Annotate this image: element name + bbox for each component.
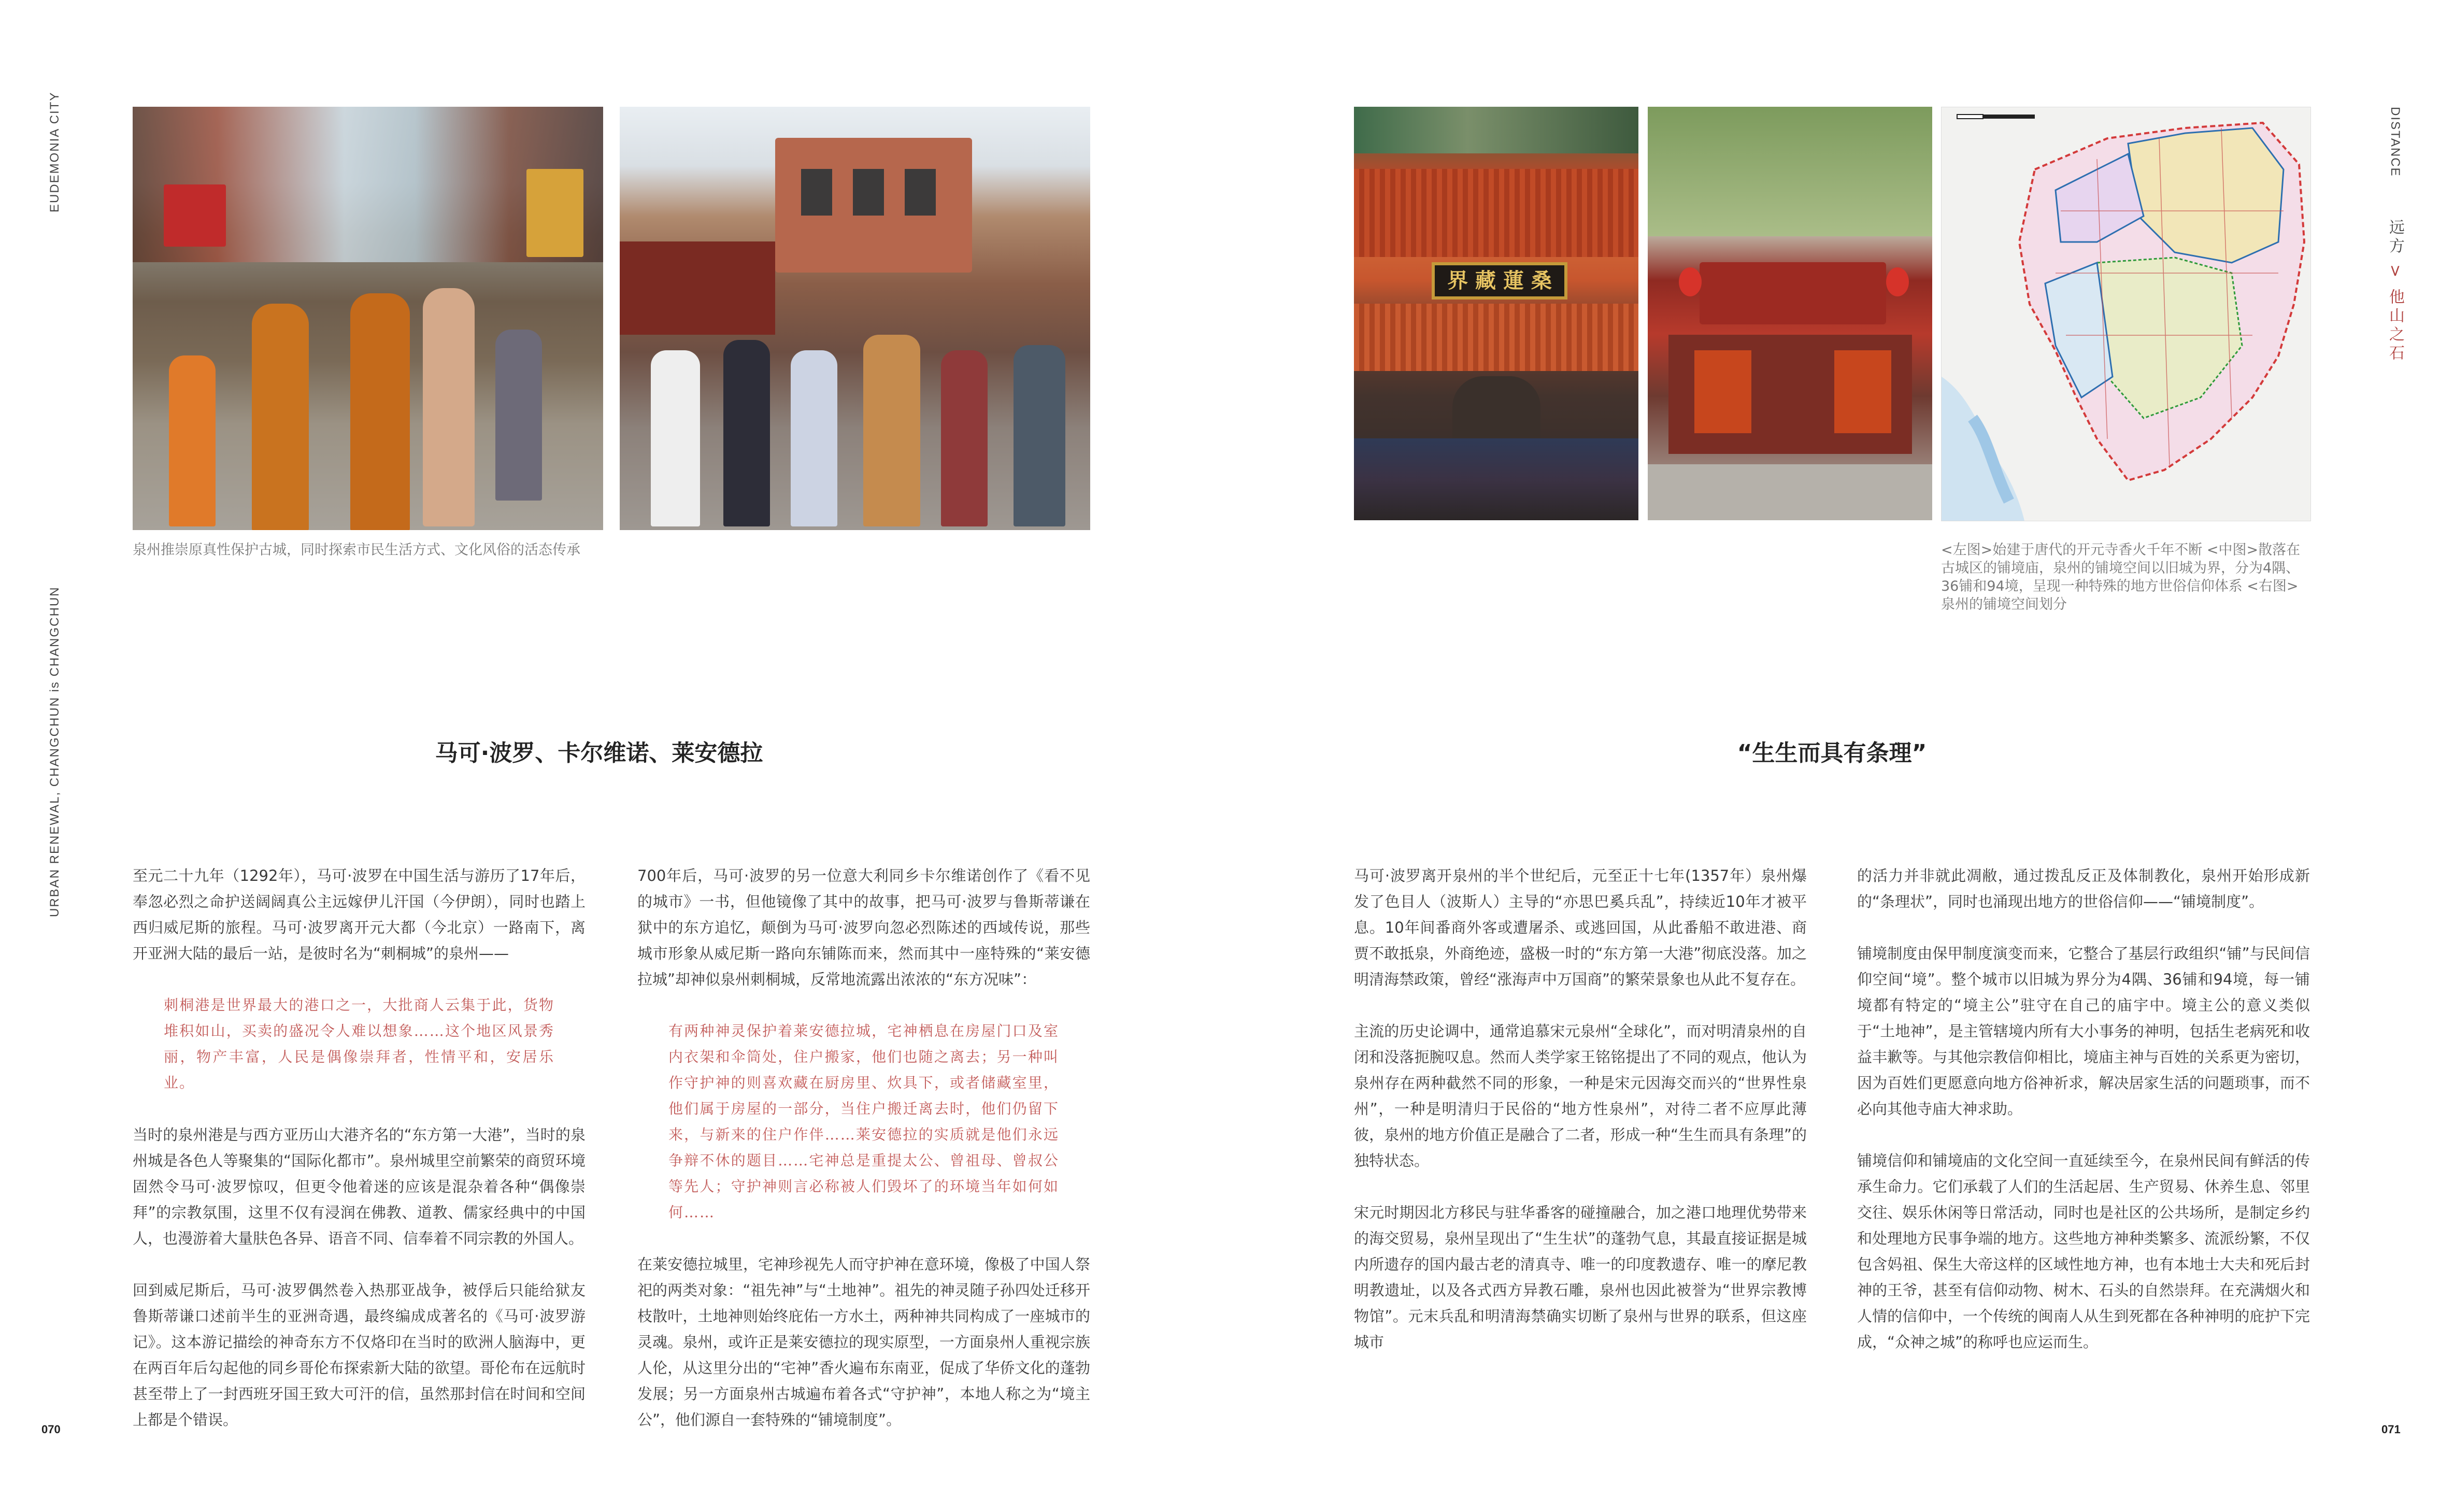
- running-head-sub: 他山之石: [2386, 288, 2404, 363]
- paragraph: 在莱安德拉城里，宅神珍视先人而守护神在意环境，像极了中国人祭祀的两类对象：“祖先神”与“土地神”。祖先的神灵随子孙四处迁移开枝散叶，土地神则始终庇佑一方水土，两种神共同构成了一座城市的灵魂。泉州，或许正是莱安德拉的现实原型，一方面泉州人重视宗族人伦，从这里分出的“宅神”香火遍布东南亚，促成了华侨文化的蓬勃发展；另一方面泉州古城遍布着各式“守护神”，本地人称之为“境主公”，他们源自一套特殊的“铺境制度”。: [637, 1256, 1090, 1429]
- photo-caption-right: <左图>始建于唐代的开元寺香火千年不断 <中图>散落在古城区的铺境庙，泉州的铺境空间以旧城为界，分为4隅、36铺和94境，呈现一种特殊的地方世俗信仰体系 <右图>泉州的铺境空间划分: [1941, 542, 2301, 612]
- map-graphic: [1942, 107, 2310, 521]
- heading-shengsheng: “生生而具有条理”: [1737, 740, 1927, 766]
- running-head-en: DISTANCE: [2388, 107, 2402, 177]
- running-head-distance: [2384, 107, 2406, 363]
- running-head-separator: >: [2386, 264, 2404, 281]
- text-column-2: [637, 863, 1090, 1459]
- paragraph: 宋元时期因北方移民与驻华番客的碰撞融合，加之港口地理优势带来的海交贸易，泉州呈现出了“生生状”的蓬勃气息，其最直接证据是城内所遗存的国内最古老的清真寺、唯一的印度教遗存、唯一的摩尼教明教遗址，以及各式西方异教石雕，泉州也因此被誉为“世界宗教博物馆”。元末兵乱和明清海禁确实切断了泉州与世界的联系，但这座城市: [1354, 1204, 1807, 1351]
- paragraph: 至元二十九年（1292年），马可·波罗在中国生活与游历了17年后，奉忽必烈之命护送阔阔真公主远嫁伊儿汗国（今伊朗），同时也踏上西归威尼斯的旅程。马可·波罗离开元大都（今北京）一路南下，离开亚洲大陆的最后一站，是彼时名为“刺桐城”的泉州——: [133, 867, 586, 962]
- text-column-1: [133, 863, 586, 1459]
- temple-name-plaque: 界 藏 蓮 桑: [1432, 262, 1567, 299]
- quote-marco-polo: 刺桐港是世界最大的港口之一，大批商人云集于此，货物堆积如山，买卖的盛况令人难以想象……这个地区风景秀丽，物产丰富，人民是偶像崇拜者，性情平和，安居乐业。: [164, 996, 554, 1091]
- photo-caption-left: 泉州推崇原真性保护古城，同时探索市民生活方式、文化风俗的活态传承: [133, 542, 580, 558]
- paragraph: 当时的泉州港是与西方亚历山大港齐名的“东方第一大港”，当时的泉州城是各色人等聚集的“国际化都市”。泉州城里空前繁荣的商贸环境固然令马可·波罗惊叹，但更令他着迷的应该是混杂着各种“偶像崇拜”的宗教氛围，这里不仅有浸润在佛教、道教、儒家经典中的中国人，也漫游着大量肤色各异、语音不同、信奉着不同宗教的外国人。: [133, 1126, 586, 1247]
- paragraph: 的活力并非就此凋敝，通过拨乱反正及体制教化，泉州开始形成新的“条理状”，同时也涌现出地方的世俗信仰——“铺境制度”。: [1857, 867, 2310, 910]
- page-number-left: 070: [41, 1423, 61, 1436]
- photo-pujing-shrine: [1648, 107, 1932, 520]
- paragraph: 马可·波罗离开泉州的半个世纪后，元至正十七年(1357年）泉州爆发了色目人（波斯人）主导的“亦思巴奚兵乱”，持续近10年才被平息。10年间番商外客或遭屠杀、或逃回国，从此番船不敢进港、商贾不敢抵泉，外商绝迹，盛极一时的“东方第一大港”彻底没落。加之明清海禁政策，曾经“涨海声中万国商”的繁荣景象也从此不复存在。: [1354, 867, 1807, 988]
- paragraph: 铺境制度由保甲制度演变而来，它整合了基层行政组织“铺”与民间信仰空间“境”。整个城市以旧城为界分为4隅、36铺和94境，每一铺境都有特定的“境主公”驻守在自己的庙宇中。境主公的意义类似于“土地神”，是主管辖境内所有大小事务的神明，包括生老病死和收益丰歉等。与其他宗教信仰相比，境庙主神与百姓的关系更为密切，因为百姓们更愿意向地方俗神祈求，解决居家生活的问题琐事，而不必向其他寺庙大神求助。: [1857, 945, 2310, 1118]
- photo-street-monks: [133, 107, 603, 530]
- running-head-urban-renewal: URBAN RENEWAL, CHANGCHUN is CHANGCHUN: [48, 586, 62, 917]
- running-head-cn: 远方: [2386, 219, 2404, 256]
- photo-crowded-street: [620, 107, 1090, 530]
- running-head-eudemonia: EUDEMONIA CITY: [48, 91, 62, 212]
- paragraph: 铺境信仰和铺境庙的文化空间一直延续至今，在泉州民间有鲜活的传承生命力。它们承载了人们的生活起居、生产贸易、休养生息、邻里交往、娱乐休闲等日常活动，同时也是社区的公共场所，是制定乡约和处理地方民事争端的地方。这些地方神种类繁多、流派纷繁，不仅包含妈祖、保生大帝这样的区域性地方神，也有本地士大夫和死后封神的王爷，甚至有信仰动物、树木、石头的自然崇拜。在充满烟火和人情的信仰中，一个传统的闽南人从生到死都在各种神明的庇护下完成，“众神之城”的称呼也应运而生。: [1857, 1152, 2310, 1351]
- text-column-4: [1857, 863, 2310, 1381]
- quote-calvino: 有两种神灵保护着莱安德拉城，宅神栖息在房屋门口及室内衣架和伞筒处，住户搬家，他们也随之离去；另一种叫作守护神的则喜欢藏在厨房里、炊具下，或者储藏室里，他们属于房屋的一部分，当住户搬迁离去时，他们仍留下来，与新来的住户作伴……莱安德拉的实质就是他们永远争辩不休的题目……宅神总是重提太公、曾祖母、曾叔公等先人；守护神则言必称被人们毁坏了的环境当年如何如何……: [668, 1022, 1059, 1221]
- heading-marco-polo: 马可·波罗、卡尔维诺、莱安德拉: [435, 740, 763, 766]
- page-number-right: 071: [2381, 1423, 2401, 1436]
- paragraph: 回到威尼斯后，马可·波罗偶然卷入热那亚战争，被俘后只能给狱友鲁斯蒂谦口述前半生的亚洲奇遇，最终编成成著名的《马可·波罗游记》。这本游记描绘的神奇东方不仅烙印在当时的欧洲人脑海中，更在两百年后勾起他的同乡哥伦布探索新大陆的欲望。哥伦布在远航时甚至带上了一封西班牙国王致大可汗的信，虽然那封信在时间和空间上都是个错误。: [133, 1281, 586, 1429]
- map-pujing-space-division: [1941, 107, 2311, 521]
- paragraph: 700年后，马可·波罗的另一位意大利同乡卡尔维诺创作了《看不见的城市》一书，但他镜像了其中的故事，把马可·波罗与鲁斯蒂谦在狱中的东方追忆，颠倒为马可·波罗向忽必烈陈述的西域传说，那些城市形象从威尼斯一路向东铺陈而来，然而其中一座特殊的“莱安德拉城”却神似泉州刺桐城，反常地流露出浓浓的“东方况味”：: [637, 867, 1090, 988]
- text-column-3: [1354, 863, 1807, 1381]
- photo-kaiyuan-temple: [1354, 107, 1638, 520]
- paragraph: 主流的历史论调中，通常追慕宋元泉州“全球化”，而对明清泉州的自闭和没落扼腕叹息。然而人类学家王铭铭提出了不同的观点，他认为泉州存在两种截然不同的形象，一种是宋元因海交而兴的“世界性泉州”，一种是明清归于民俗的“地方性泉州”，对待二者不应厚此薄彼，泉州的地方价值正是融合了二者，形成一种“生生而具有条理”的独特状态。: [1354, 1022, 1807, 1169]
